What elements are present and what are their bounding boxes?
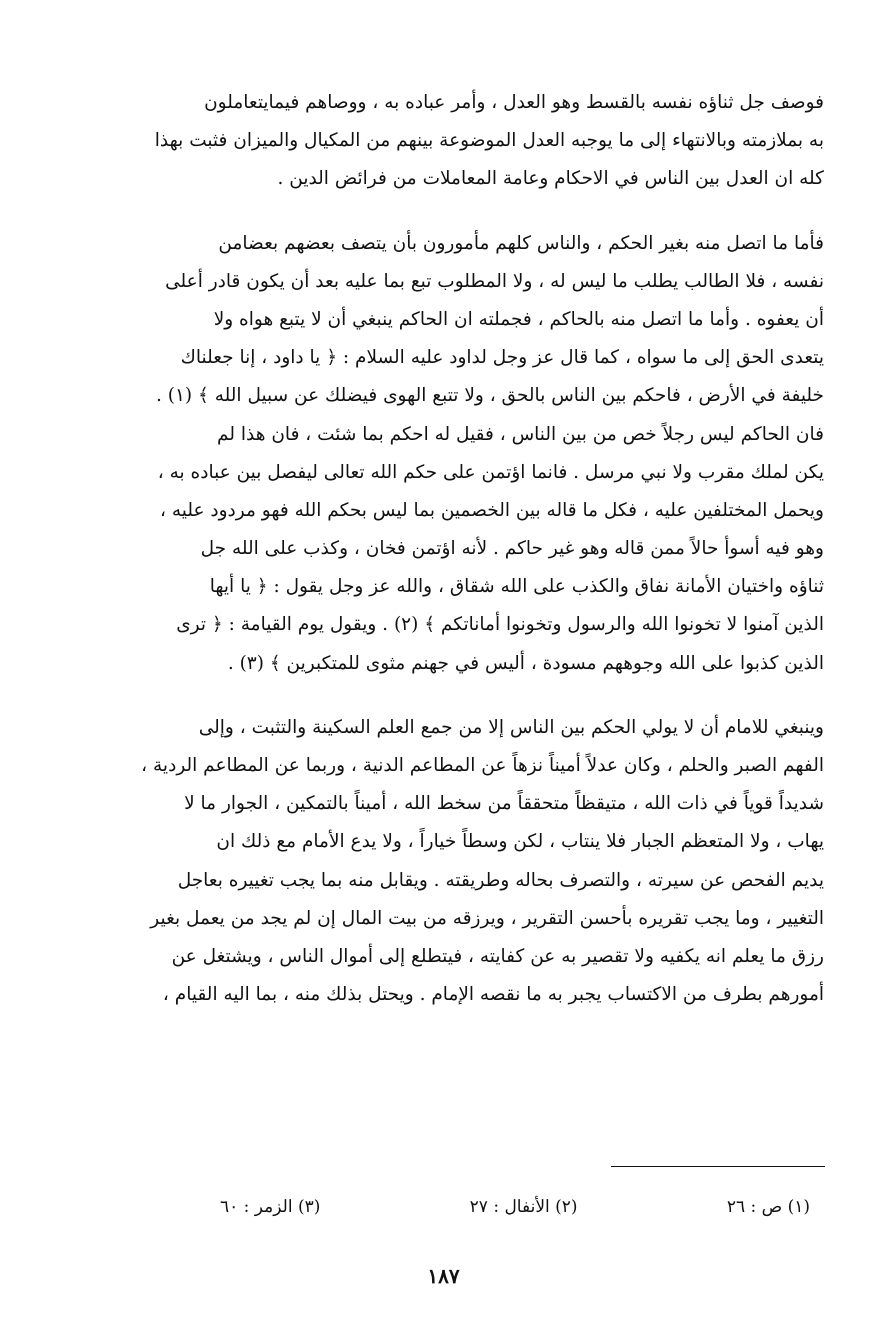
text-line: كله ان العدل بين الناس في الاحكام وعامة المعاملات من فرائض الدين . [277,168,824,190]
text-line: به بملازمته وبالانتهاء إلى ما يوجبه العدل الموضوعة بينهم من المكيال والميزان فثبت بهذا [154,130,824,152]
text-line: خليفة في الأرض ، فاحكم بين الناس بالحق ، ولا تتبع الهوى فيضلك عن سبيل الله ﴾ (١) . [156,385,824,407]
paragraph-3 [62,709,824,1015]
footnote-divider [611,1166,825,1167]
footnote-1: (١) ص : ٢٦ [726,1197,810,1217]
text-line: فوصف جل ثناؤه نفسه بالقسط وهو العدل ، وأمر عباده به ، ووصاهم فيمايتعاملون [204,92,824,113]
text-line: يتعدى الحق إلى ما سواه ، كما قال عز وجل لداود عليه السلام : ﴿ يا داود ، إنا جعلناك [180,347,824,369]
footnote-3: (٣) الزمر : ٦٠ [220,1197,321,1217]
text-line: الفهم الصبر والحلم ، وكان عدلاً أميناً نزهاً عن المطاعم الدنية ، وربما عن المطاعم الردية ، [141,755,824,776]
text-line: الذين آمنوا لا تخونوا الله والرسول وتخونوا أماناتكم ﴾ (٢) . ويقول يوم القيامة : ﴿ ترى [176,614,824,636]
text-line: نفسه ، فلا الطالب يطلب ما ليس له ، ولا المطلوب تبع بما عليه بعد أن يكون قادر أعلى [165,270,824,292]
text-line: شديداً قوياً في ذات الله ، متيقظاً متحققاً من سخط الله ، أميناً بالتمكين ، الجوار ما لا [184,793,824,815]
text-line: أمورهم بطرف من الاكتساب يجبر به ما نقصه الإمام . ويحتل بذلك منه ، بما اليه القيام ، [162,984,824,1006]
paragraph-1 [62,84,824,199]
footnotes [220,1188,810,1226]
paragraph-2 [62,225,824,683]
text-line: يهاب ، ولا المتعظم الجبار فلا ينتاب ، لكن وسطاً خياراً ، ولا يدع الأمام مع ذلك ان [216,831,824,853]
text-line: رزق ما يعلم انه يكفيه ولا تقصير به عن كفايته ، فيتطلع إلى أموال الناس ، ويشتغل عن [171,945,824,967]
text-line: ثناؤه واختيان الأمانة نفاق والكذب على الله شقاق ، والله عز وجل يقول : ﴿ يا أيها [209,576,824,598]
text-line: الذين كذبوا على الله وجوههم مسودة ، أليس في جهنم مثوى للمتكبرين ﴾ (٣) . [227,652,824,674]
text-line: وينبغي للامام أن لا يولي الحكم بين الناس إلا من جمع العلم السكينة والتثبت ، وإلى [198,716,824,738]
paragraph-gap [62,683,824,709]
page-number: ١٨٧ [427,1264,460,1288]
text-line: التغيير ، وما يجب تقريره بأحسن التقرير ، ويرزقه من بيت المال إن لم يجد من يعمل بغير [150,907,824,929]
text-line: يكن لملك مقرب ولا نبي مرسل . فانما اؤتمن على حكم الله تعالى ليفصل بين عباده به ، [157,461,824,483]
text-line: أن يعفوه . وأما ما اتصل منه بالحاكم ، فجملته ان الحاكم ينبغي أن لا يتبع هواه ولا [213,308,824,330]
text-line: فأما ما اتصل منه بغير الحكم ، والناس كلهم مأمورون بأن يتصف بعضهم بعضامن [218,232,824,254]
text-line: فان الحاكم ليس رجلاً خص من بين الناس ، فقيل له احكم بما شئت ، فان هذا لم [217,423,824,445]
body-text [62,84,824,1014]
footnote-2: (٢) الأنفال : ٢٧ [469,1197,578,1217]
text-line: ويحمل المختلفين عليه ، فكل ما قاله بين الخصمين بما ليس بحكم الله فهو مردود عليه ، [159,499,824,521]
paragraph-gap [62,199,824,225]
text-line: يديم الفحص عن سيرته ، والتصرف بحاله وطريقته . ويقابل منه بما يجب تغييره بعاجل [177,869,824,891]
text-line: وهو فيه أسوأ حالاً ممن قاله وهو غير حاكم . لأنه اؤتمن فخان ، وكذب على الله جل [200,538,824,560]
